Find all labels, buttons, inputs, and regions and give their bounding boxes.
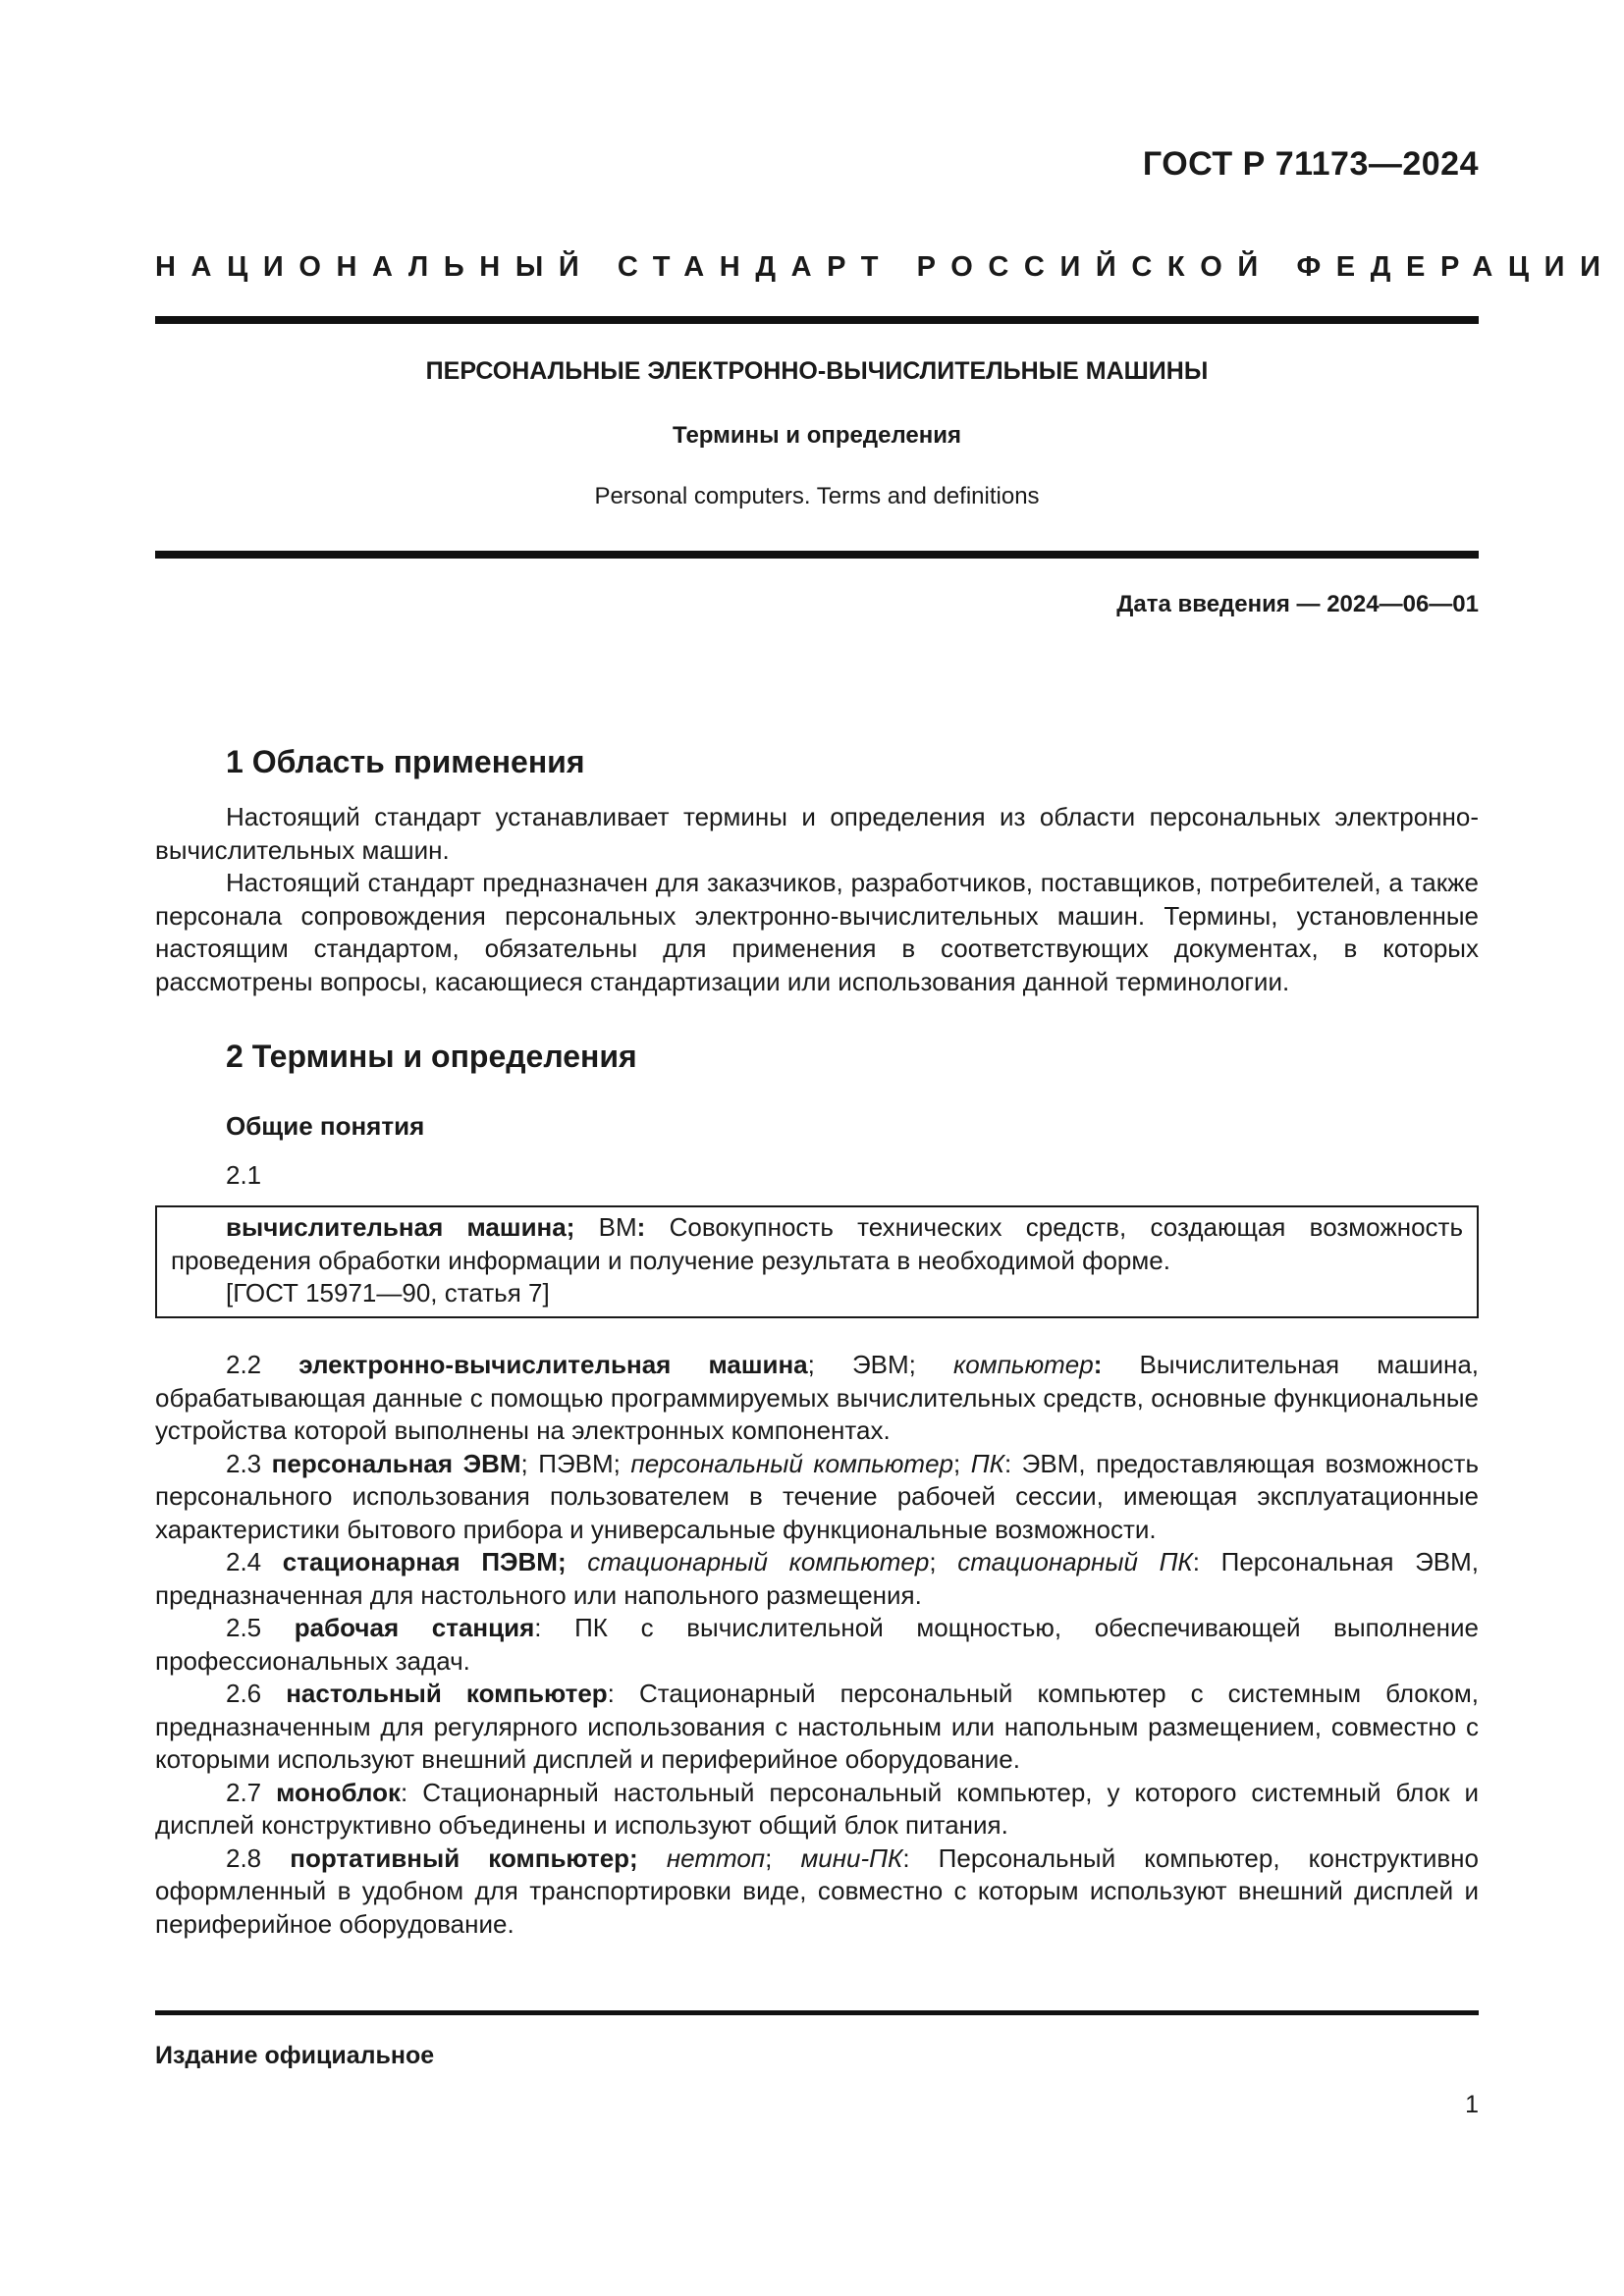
document-english-title: Personal computers. Terms and definitions xyxy=(594,483,1040,509)
section-2-heading: 2 Термины и определения xyxy=(226,1039,637,1074)
term-number: 2.7 xyxy=(226,1777,277,1807)
general-concepts xyxy=(155,1111,1479,1142)
term-2-2 xyxy=(155,1349,1479,1448)
header-rule-bottom xyxy=(155,551,1479,559)
term-2-7 xyxy=(155,1777,1479,1842)
term-number: 2.1 xyxy=(226,1160,262,1190)
section-1-paragraph-1: Настоящий стандарт устанавливает термины и определения из области персональных электронно-вычислительных машин. xyxy=(155,802,1479,865)
term-definition: : Персональная ЭВМ, предназначенная для настольного или напольного размещения. xyxy=(155,1547,1479,1610)
term-name: моноблок xyxy=(276,1777,401,1807)
term-synonym-italic: неттоп xyxy=(637,1842,766,1873)
term-synonym-italic: персональный компьютер xyxy=(630,1448,954,1478)
footer-rule xyxy=(155,2010,1479,2015)
term-number: 2.8 xyxy=(226,1842,291,1873)
term-separator: ; xyxy=(765,1842,801,1873)
term-colon: : xyxy=(1093,1350,1103,1379)
term-name: персональная ЭВМ xyxy=(271,1448,521,1478)
term-definition: : ПК с вычислительной мощностью, обеспечивающей выполнение профессиональных задач. xyxy=(155,1613,1479,1676)
term-number: 2.4 xyxy=(226,1547,283,1576)
term-definition: : Стационарный настольный персональный компьютер, у которого системный блок и дисплей конструктивно объединены и используют общий блок питания. xyxy=(155,1777,1479,1840)
section-1 xyxy=(155,744,1479,780)
term-2-6 xyxy=(155,1678,1479,1777)
term-name: вычислительная машина; xyxy=(226,1212,575,1242)
edition-label: Издание официальное xyxy=(155,2042,435,2069)
term-separator: ; xyxy=(929,1547,958,1576)
term-definition: Вычислительная машина, обрабатывающая данные с помощью программируемых вычислительных средств, основные функциональные устройства которой выполнены на электронных компонентах. xyxy=(155,1350,1480,1445)
section-1-body xyxy=(155,801,1479,998)
term-2-1-number xyxy=(155,1160,1479,1191)
term-2-3 xyxy=(155,1448,1479,1547)
term-2-4 xyxy=(155,1546,1479,1612)
term-2-8 xyxy=(155,1842,1479,1942)
term-colon: : xyxy=(636,1212,646,1242)
term-synonyms: ; ПЭВМ; xyxy=(520,1448,631,1478)
term-synonym-italic: мини-ПК xyxy=(800,1842,903,1873)
term-synonym-italic: ПК xyxy=(970,1448,1004,1478)
term-number: 2.3 xyxy=(226,1448,272,1478)
term-number: 2.6 xyxy=(226,1679,287,1708)
term-number: 2.2 xyxy=(226,1350,299,1379)
document-subtitle: Термины и определения xyxy=(672,422,962,449)
page-number: 1 xyxy=(1465,2091,1479,2118)
document-title: ПЕРСОНАЛЬНЫЕ ЭЛЕКТРОННО-ВЫЧИСЛИТЕЛЬНЫЕ МАШИНЫ xyxy=(425,357,1209,385)
term-abbreviation: ВМ xyxy=(574,1212,637,1242)
term-definition: : Персональный компьютер, конструктивно оформленный в удобном для транспортировки виде, совместно с которым используют внешний дисплей и периферийное оборудование. xyxy=(155,1842,1479,1939)
term-2-1-box xyxy=(155,1205,1479,1318)
term-definition: Совокупность технических средств, создающая возможность проведения обработки информации и получение результата в необходимой форме. xyxy=(171,1212,1463,1275)
term-definition: : ЭВМ, предоставляющая возможность персонального использования пользователем в течение рабочей сессии, имеющая эксплуатационные характеристики бытового прибора и универсальные функциональные возможности. xyxy=(155,1448,1479,1544)
term-2-1-text xyxy=(171,1211,1463,1277)
term-number: 2.5 xyxy=(226,1613,295,1642)
term-name: портативный компьютер; xyxy=(290,1842,638,1873)
terms-list xyxy=(155,1349,1479,1941)
term-separator: ; xyxy=(953,1448,971,1478)
introduction-date: Дата введения — 2024—06—01 xyxy=(1116,591,1479,617)
term-synonyms: ; ЭВМ; xyxy=(807,1350,954,1379)
term-definition: : Стационарный персональный компьютер с системным блоком, предназначенным для регулярного использования с настольным или напольным размещением, совместно с которыми используют внешний дисплей и периферийное оборудование. xyxy=(155,1679,1479,1774)
term-name: электронно-вычислительная машина xyxy=(298,1350,808,1379)
section-1-heading: 1 Область применения xyxy=(226,744,585,779)
section-1-paragraph-2: Настоящий стандарт предназначен для заказчиков, разработчиков, поставщиков, потребителей, а также персонала сопровождения персональных электронно-вычислительных машин. Термины, установленные настоящим стандартом, обязательны для применения в соответствующих документах, в которых рассмотрены вопросы, касающиеся стандартизации или использования данной терминологии. xyxy=(155,868,1479,996)
general-concepts-heading: Общие понятия xyxy=(226,1111,425,1141)
term-synonym-italic: стационарный ПК xyxy=(957,1547,1193,1576)
term-box xyxy=(155,1205,1479,1318)
term-reference: [ГОСТ 15971—90, статья 7] xyxy=(226,1278,550,1308)
term-name: стационарная ПЭВМ; xyxy=(282,1547,567,1576)
term-name: настольный компьютер xyxy=(286,1679,608,1708)
section-2 xyxy=(155,1039,1479,1075)
term-synonym-italic: стационарный компьютер xyxy=(566,1547,930,1576)
header-rule-top xyxy=(155,316,1479,324)
gost-number: ГОСТ Р 71173—2024 xyxy=(1142,145,1479,183)
term-2-5 xyxy=(155,1612,1479,1678)
term-synonym-italic: компьютер xyxy=(953,1350,1094,1379)
term-name: рабочая станция xyxy=(294,1613,535,1642)
national-standard-title: НАЦИОНАЛЬНЫЙ СТАНДАРТ РОССИЙСКОЙ ФЕДЕРАЦИИ xyxy=(155,251,1616,283)
